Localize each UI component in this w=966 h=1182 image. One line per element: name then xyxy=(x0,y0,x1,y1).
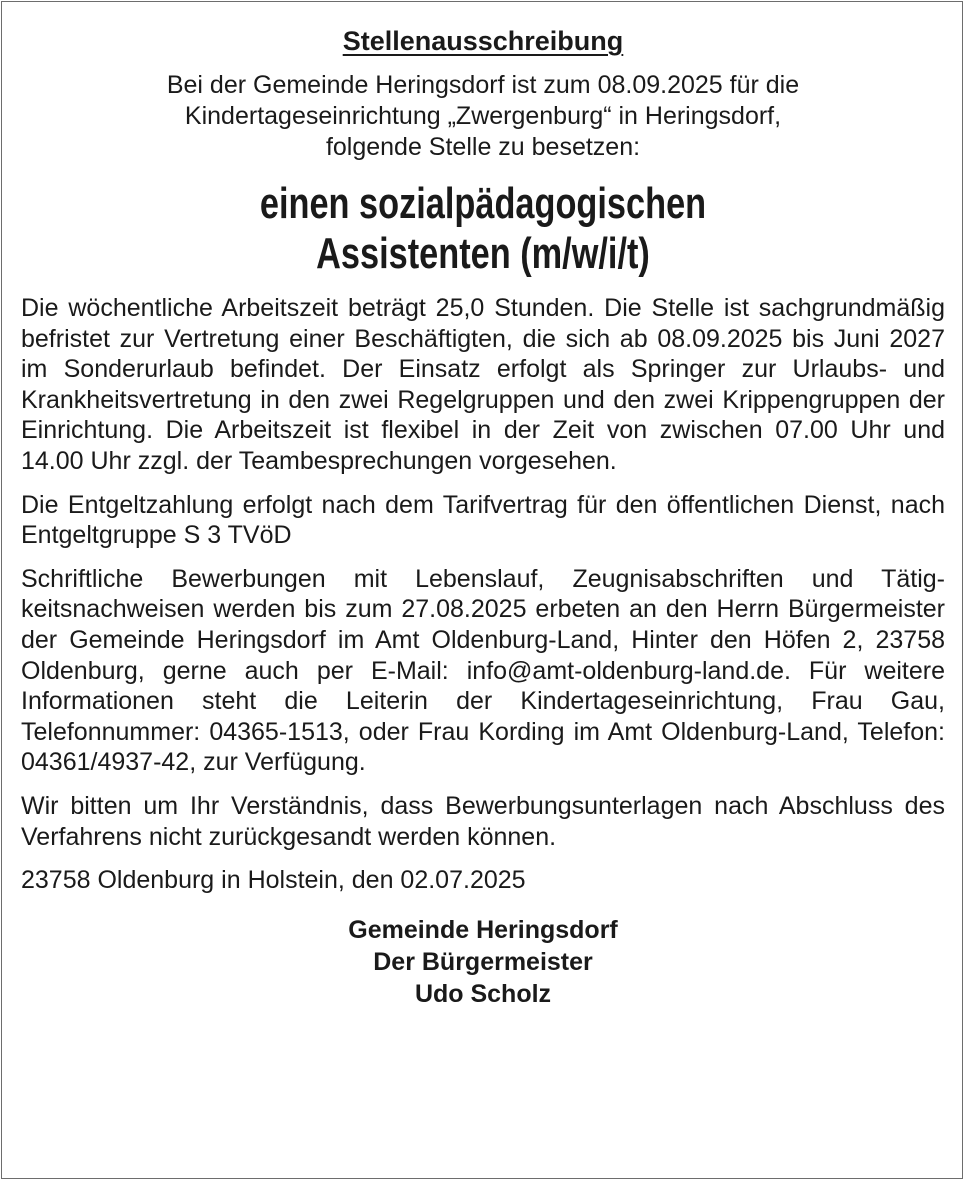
intro-line-3: folgende Stelle zu besetzen: xyxy=(325,133,641,161)
place-and-date: 23758 Oldenburg in Holstein, den 02.07.2025 xyxy=(21,866,526,895)
paragraph-salary: Die Entgeltzahlung erfolgt nach dem Tarifvertrag für den öffentlichen Dienst, nach Entgeltgruppe S 3 TVöD xyxy=(21,490,945,550)
signature-municipality: Gemeinde Heringsdorf xyxy=(348,915,618,944)
intro-line-2: Kindertageseinrichtung „Zwergenburg“ in Heringsdorf, xyxy=(184,102,782,130)
signature-name: Udo Scholz xyxy=(414,979,552,1008)
paragraph-application: Schriftliche Bewerbungen mit Lebenslauf, Zeugnisabschriften und Tätigkeitsnachweisen werden bis zum 27.08.2025 erbeten an den Herrn Bürgermeister der Gemeinde Heringsdorf im Amt Oldenburg-Land, Hinter den Höfen 2, 23758 Oldenburg, gerne auch per E-Mail: info@amt-oldenburg-land.de. Für weitere Informationen steht die Leiterin der Kindertageseinrichtung, Frau Gau, Telefonnummer: 04365-1513, oder Frau Kording im Amt Oldenburg-Land, Telefon: 04361/4937-42, zur Verfügung. xyxy=(21,564,945,777)
intro-text xyxy=(21,70,945,163)
advertisement-heading: Stellenausschreibung xyxy=(342,26,624,56)
job-advertisement xyxy=(21,24,945,1010)
paragraph-working-hours: Die wöchentliche Arbeitszeit beträgt 25,0 Stunden. Die Stelle ist sachgrundmäßig befristet zur Vertretung einer Beschäftigten, die sich ab 08.09.2025 bis Juni 2027 im Sonderurlaub befindet. Der Einsatz erfolgt als Springer zur Urlaubs- und Krankheitsvertretung in den zwei Regelgruppen und den zwei Krippengruppen der Einrichtung. Die Arbeitszeit ist flexibel in der Zeit von zwischen 07.00 Uhr und 14.00 Uhr zzgl. der Teambesprechungen vorgesehen. xyxy=(21,294,945,475)
intro-line-1: Bei der Gemeinde Heringsdorf ist zum 08.09.2025 für die xyxy=(166,71,800,99)
position-title-line-1: einen sozialpädagogischen xyxy=(259,179,707,228)
position-title-line-2: Assistenten (m/w/i/t) xyxy=(316,229,650,278)
paragraph-documents-notice: Wir bitten um Ihr Verständnis, dass Bewerbungsunterlagen nach Abschluss des Verfahrens nicht zurückgesandt werden können. xyxy=(21,791,945,851)
signature-block xyxy=(21,914,945,1010)
signature-role: Der Bürgermeister xyxy=(373,947,593,976)
position-title xyxy=(123,179,844,279)
